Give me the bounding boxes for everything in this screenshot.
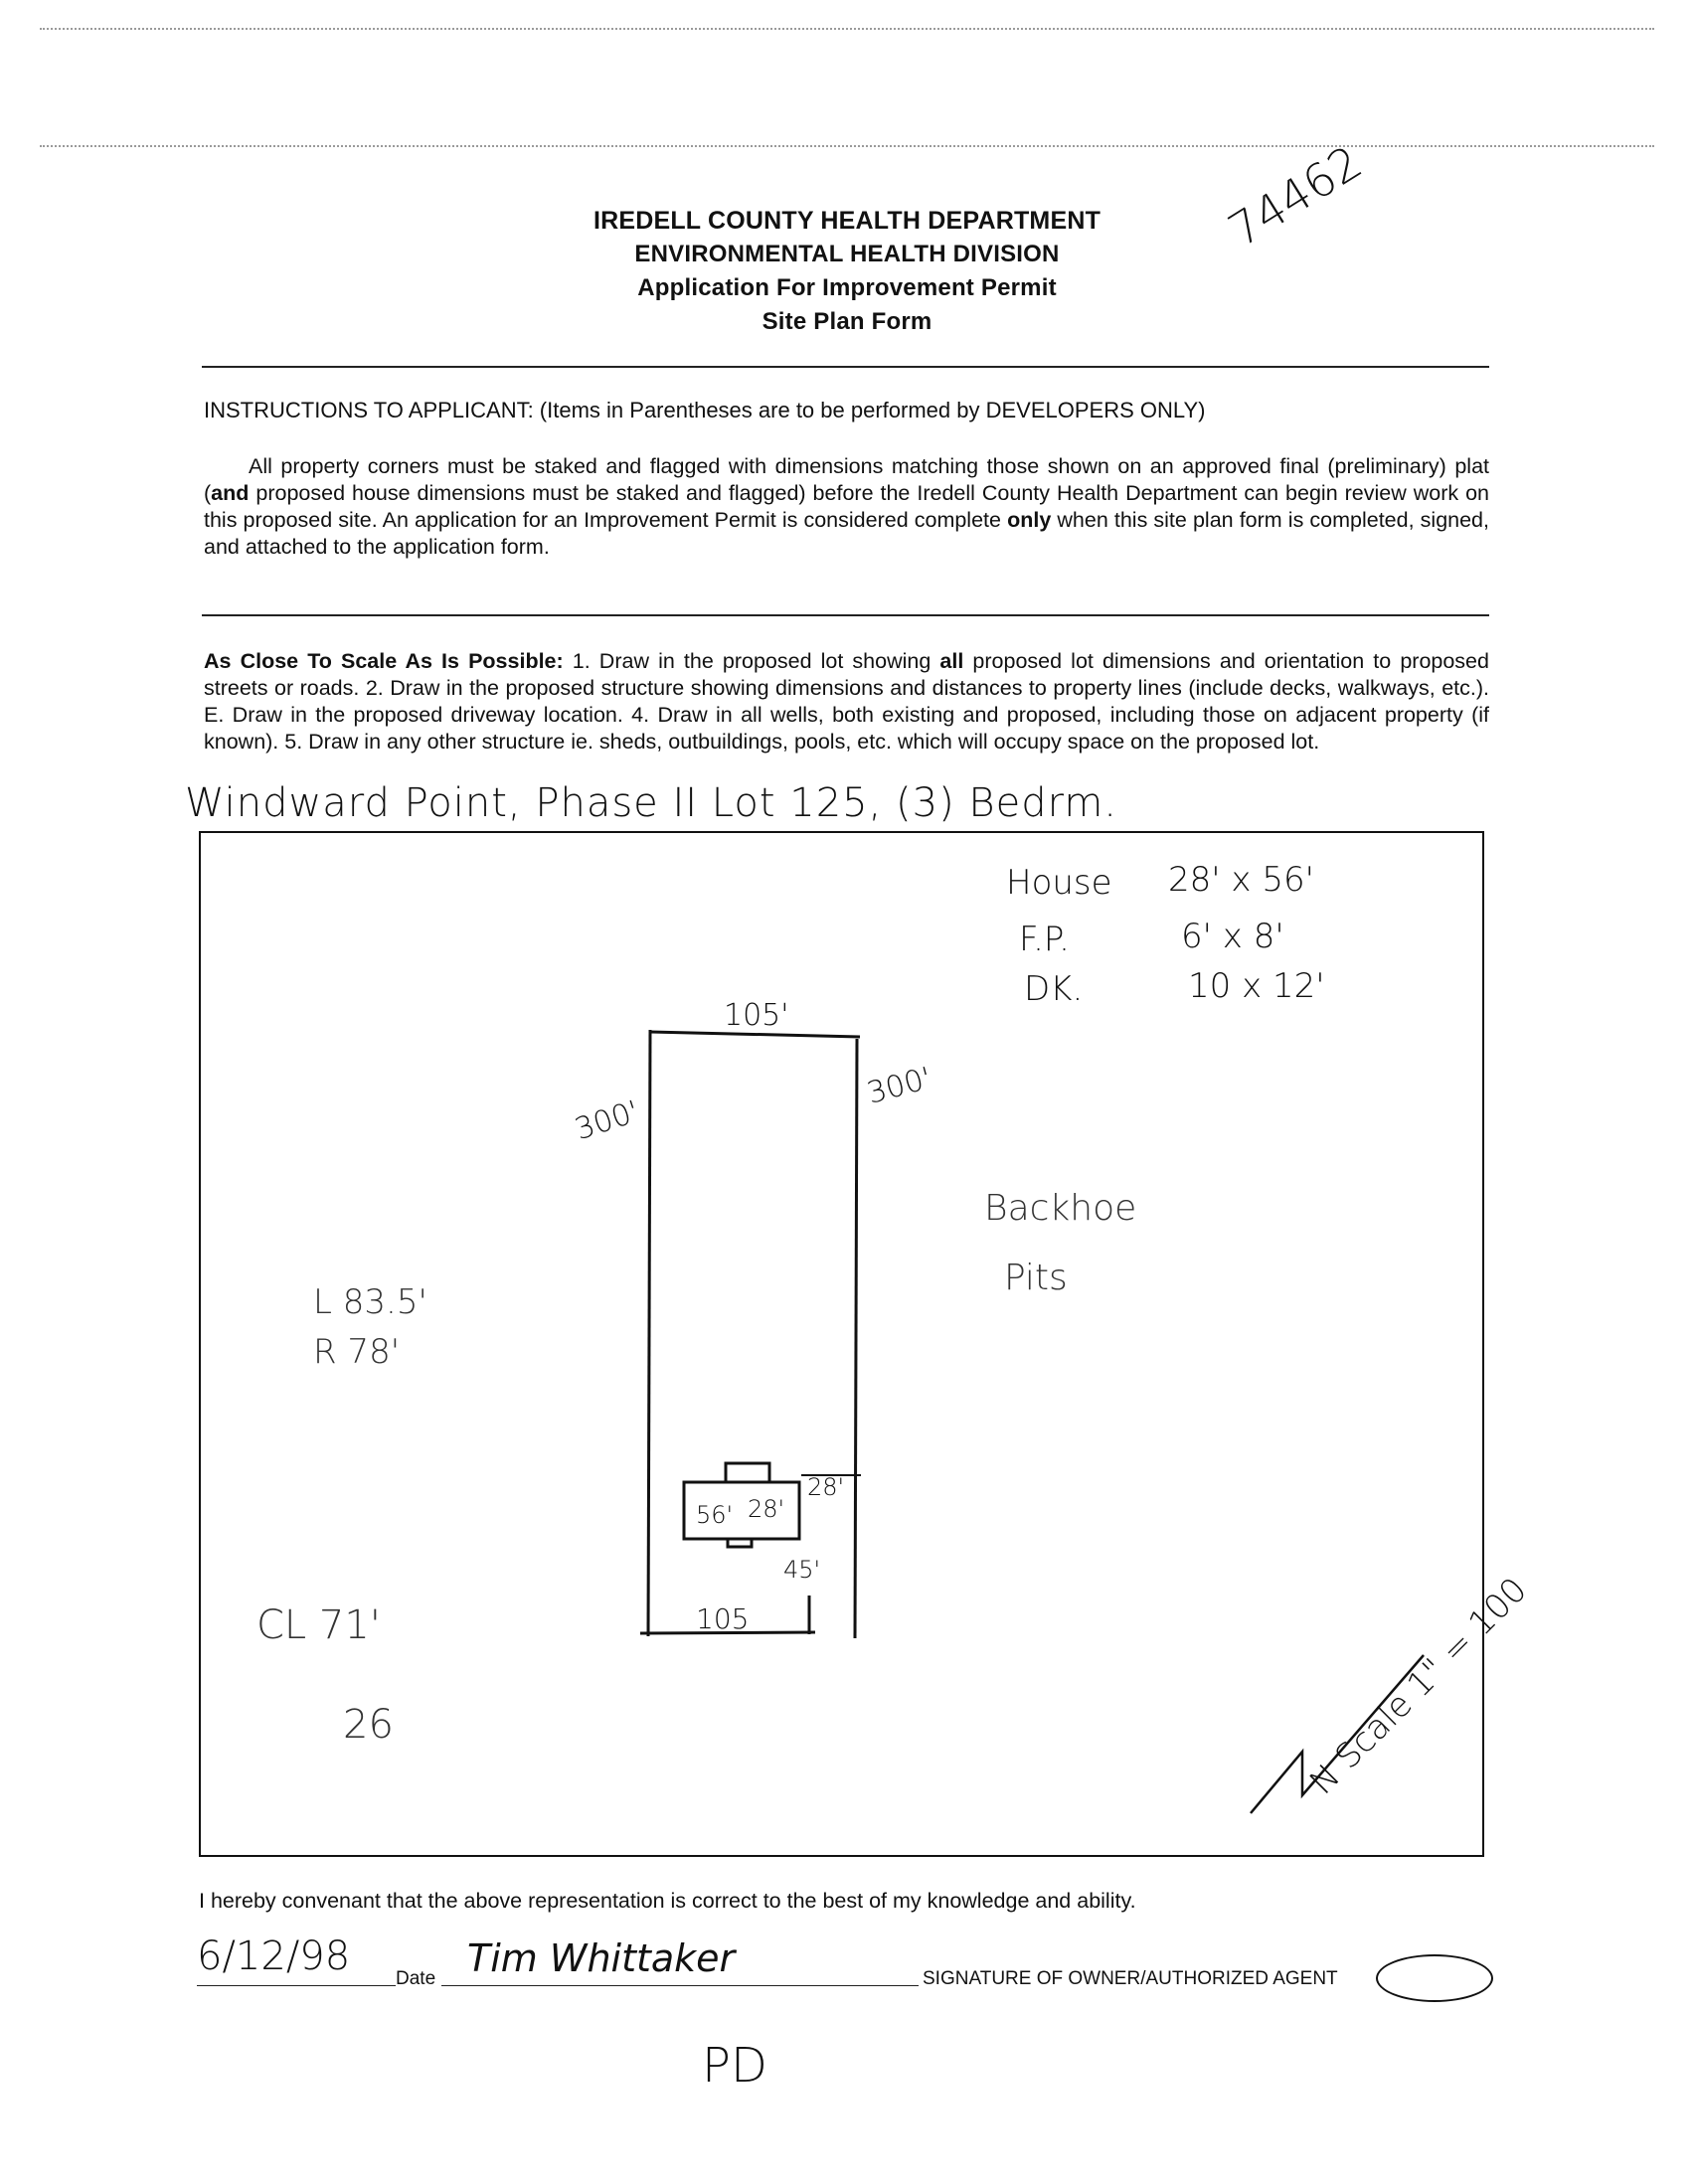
signature-field-value[interactable]: Tim Whittaker <box>467 1936 736 1980</box>
lot-dim-top: 105' <box>724 998 789 1033</box>
division-name: ENVIRONMENTAL HEALTH DIVISION <box>634 241 1060 267</box>
spec-label-house: House <box>1006 863 1112 903</box>
form-title: Application For Improvement Permit <box>637 274 1057 301</box>
reviewer-initials: PD <box>702 2038 767 2094</box>
emphasis: only <box>1007 508 1052 532</box>
department-name: IREDELL COUNTY HEALTH DEPARTMENT <box>593 207 1101 235</box>
note-right-line: R 78' <box>313 1332 401 1372</box>
note-backhoe: Backhoe <box>984 1188 1137 1229</box>
text: when this site plan form is completed, signed, and attached to the application form. <box>204 508 1489 559</box>
agent-circle-mark <box>1376 1954 1493 2002</box>
house-side-setback: 28' <box>807 1473 845 1501</box>
centerline-note: CL 71' <box>256 1602 381 1648</box>
form-number-handwritten: 74462 <box>1219 134 1372 257</box>
spec-value-house: 28' x 56' <box>1168 860 1314 900</box>
certification-statement: I hereby convenant that the above representation is correct to the best of my knowledge and ability. <box>199 1889 1136 1913</box>
text: proposed lot dimensions and orientation to proposed streets or roads. 2. Draw in the proposed structure showing dimensions and distances to property lines (include decks, walkways, etc.). E. Draw in the proposed driveway location. 4. Draw in all wells, both existing and proposed, including those on adjacent property (if known). 5. Draw in any other structure ie. sheds, outbuildings, pools, etc. which will occupy space on the proposed lot. <box>204 649 1489 754</box>
text: 1. Draw in the proposed lot showing <box>563 649 940 673</box>
date-field-value[interactable]: 6/12/98 <box>197 1933 351 1979</box>
signature-line <box>441 1985 919 1986</box>
lot-dim-right: 300' <box>863 1061 935 1111</box>
signature-label: SIGNATURE OF OWNER/AUTHORIZED AGENT <box>923 1968 1338 1989</box>
spec-value-deck: 10 x 12' <box>1188 966 1325 1006</box>
date-label: Date <box>396 1968 436 1989</box>
house-dim-length: 56' <box>696 1501 734 1529</box>
lot-dim-left: 300' <box>571 1093 644 1148</box>
emphasis: all <box>939 649 964 673</box>
house-dim-width: 28' <box>748 1495 785 1523</box>
date-line <box>197 1985 396 1986</box>
scale-note: N Scale 1" = 100 <box>1302 1570 1535 1803</box>
scale-instructions-lead: As Close To Scale As Is Possible: <box>204 649 564 673</box>
site-title-handwritten: Windward Point, Phase II Lot 125, (3) Bedrm. <box>185 780 1118 826</box>
centerline-sub-note: 26 <box>343 1702 394 1748</box>
lot-dim-bottom: 105 <box>696 1602 750 1635</box>
instructions-title: INSTRUCTIONS TO APPLICANT: (Items in Parentheses are to be performed by DEVELOPERS ONLY) <box>204 398 1206 422</box>
spec-label-deck: DK. <box>1024 969 1084 1009</box>
lot-line-right <box>855 1039 857 1638</box>
form-subtitle: Site Plan Form <box>762 308 932 335</box>
lot-line-left <box>648 1030 650 1636</box>
note-pits: Pits <box>1004 1258 1068 1298</box>
spec-label-fireplace: F.P. <box>1019 920 1070 959</box>
emphasis: and <box>211 481 250 505</box>
house-rear-setback: 45' <box>783 1556 821 1584</box>
text: proposed house dimensions must be staked and flagged) before the Iredell County Health Department can begin review work on this proposed site. An application for an Improvement Permit is considered complete <box>204 481 1489 532</box>
deck-outline <box>726 1463 769 1482</box>
note-left-line: L 83.5' <box>313 1282 427 1322</box>
spec-value-fireplace: 6' x 8' <box>1181 917 1284 956</box>
text: All property corners must be staked and flagged with dimensions matching those shown on an approved final (preliminary) plat ( <box>204 454 1489 505</box>
